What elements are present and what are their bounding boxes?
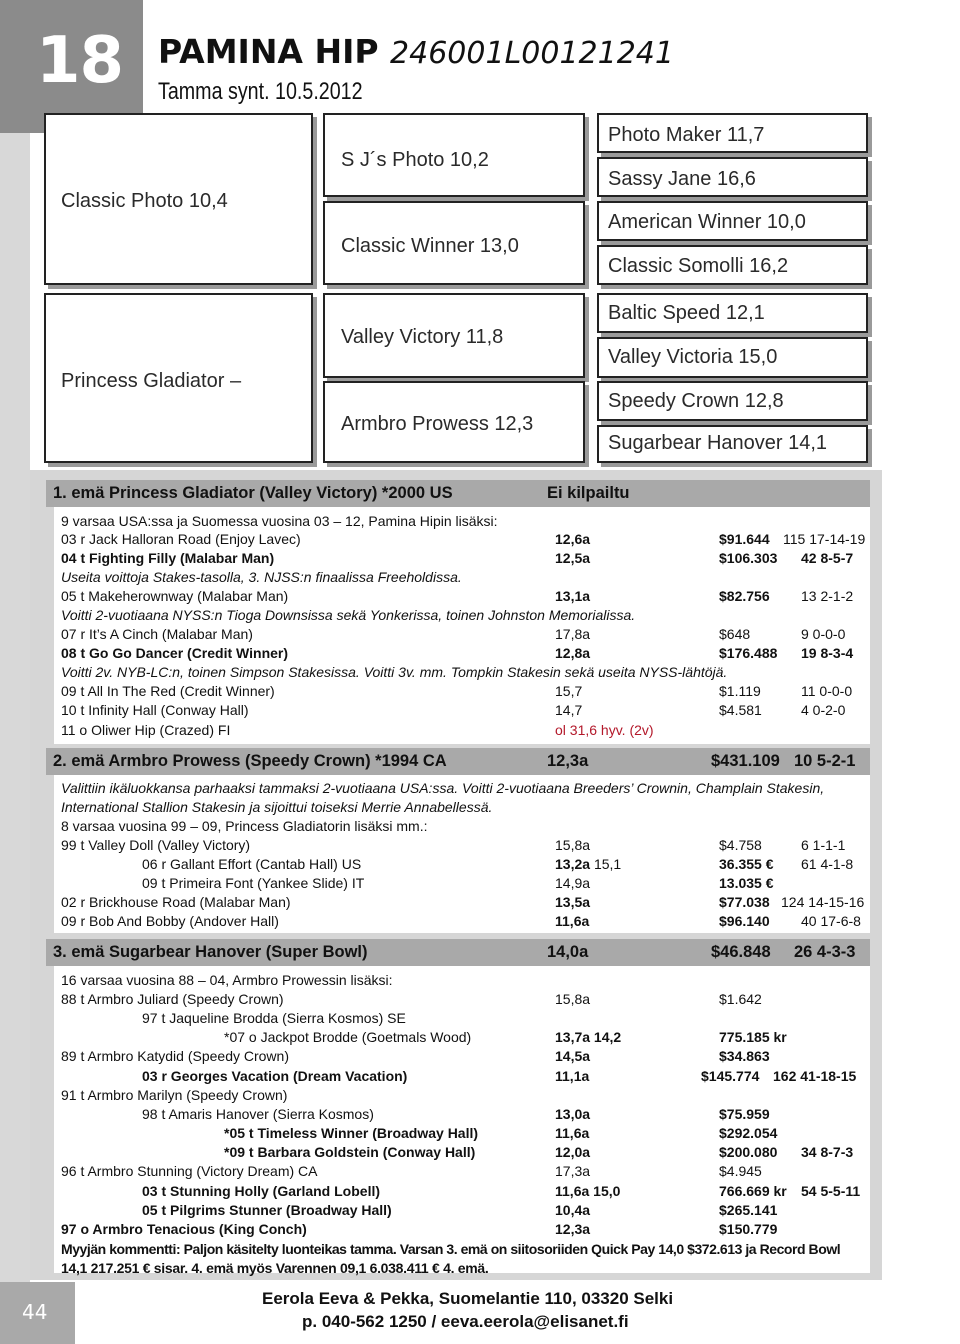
pedigree-ddd: Sugarbear Hanover 14,1 — [597, 425, 868, 463]
offspring-starts: 19 8-3-4 — [801, 645, 854, 661]
offspring-money: $106.303 — [719, 550, 778, 566]
pedigree-sdd: Classic Somolli 16,2 — [597, 245, 868, 285]
offspring-time: 17,3a — [555, 1163, 591, 1179]
pedigree-dam: Princess Gladiator – — [44, 293, 313, 463]
offspring-money: $75.959 — [719, 1106, 770, 1122]
offspring-name: 09 r Bob And Bobby (Andover Hall) — [61, 913, 279, 929]
offspring-starts: 54 5-5-11 — [801, 1183, 861, 1199]
catalogue-number: 18 — [36, 24, 124, 98]
left-margin-bar — [0, 0, 30, 1344]
dam3-intro: 16 varsaa vuosina 88 – 04, Armbro Prowessin lisäksi: — [61, 972, 393, 988]
pedigree-dds: Speedy Crown 12,8 — [597, 381, 868, 421]
birth-info: Tamma synt. 10.5.2012 — [158, 78, 363, 105]
offspring-name: 91 t Armbro Marilyn (Speedy Crown) — [61, 1087, 288, 1103]
offspring-time: 12,8a — [555, 645, 591, 661]
offspring-money: $292.054 — [719, 1125, 778, 1141]
dam1-intro: 9 varsaa USA:ssa ja Suomessa vuosina 03 – 12, Pamina Hipin lisäksi: — [61, 513, 498, 529]
offspring-time: 13,7a 14,2 — [555, 1029, 622, 1045]
offspring-name: 97 t Jaqueline Brodda (Sierra Kosmos) SE — [142, 1010, 406, 1026]
dam2-intro: 8 varsaa vuosina 99 – 09, Princess Gladiatorin lisäksi mm.: — [61, 818, 428, 834]
offspring-name: 05 t Pilgrims Stunner (Broadway Hall) — [142, 1202, 392, 1218]
offspring-time: 13,2a 15,1 — [555, 856, 622, 872]
pedigree-dsd: Valley Victoria 15,0 — [597, 337, 868, 378]
offspring-note: Useita voittoja Stakes-tasolla, 3. NJSS:n finaalissa Freeholdissa. — [61, 569, 462, 585]
dam2-starts: 10 5-2-1 — [794, 752, 856, 770]
offspring-money: $145.774 — [701, 1068, 760, 1084]
offspring-money: $96.140 — [719, 913, 770, 929]
seller-contact: p. 040-562 1250 / eeva.eerola@elisanet.fi — [302, 1312, 629, 1331]
offspring-starts: 9 0-0-0 — [801, 626, 846, 642]
offspring-time: ol 31,6 hyv. (2v) — [555, 722, 654, 738]
registration-number: 246001L00121241 — [390, 36, 674, 71]
horse-name: PAMINA HIP — [158, 32, 379, 71]
seller-address: Eerola Eeva & Pekka, Suomelantie 110, 03320 Selki — [262, 1289, 674, 1308]
dam2-note: Valittiin ikäluokkansa parhaaksi tammaksi 2-vuotiaana USA:ssa. Voitti 2-vuotiaana Breeders’ Crownin, Champlain Stakesin, — [61, 780, 825, 796]
offspring-name: 06 r Gallant Effort (Cantab Hall) US — [142, 856, 362, 872]
dam1-name: 1. emä Princess Gladiator (Valley Victory) *2000 US — [53, 484, 453, 502]
offspring-name: 02 r Brickhouse Road (Malabar Man) — [61, 894, 291, 910]
offspring-time: 11,6a — [555, 913, 590, 929]
pedigree-sire-dam: Classic Winner 13,0 — [323, 201, 585, 285]
offspring-name: *09 t Barbara Goldstein (Conway Hall) — [224, 1144, 476, 1160]
offspring-name: 07 r It’s A Cinch (Malabar Man) — [61, 626, 253, 642]
offspring-name: 08 t Go Go Dancer (Credit Winner) — [61, 645, 289, 661]
offspring-time: 14,5a — [555, 1048, 591, 1064]
offspring-name: 89 t Armbro Katydid (Speedy Crown) — [61, 1048, 289, 1064]
offspring-money: $4.758 — [719, 837, 762, 853]
offspring-starts: 4 0-2-0 — [801, 702, 846, 718]
offspring-name: 11 o Oliwer Hip (Crazed) FI — [61, 722, 231, 738]
offspring-starts: 42 8-5-7 — [801, 550, 854, 566]
offspring-money: 766.669 kr — [719, 1183, 787, 1199]
offspring-time: 13,1a — [555, 588, 591, 604]
offspring-money: $1.642 — [719, 991, 762, 1007]
offspring-money: 775.185 kr — [719, 1029, 787, 1045]
dam2-note: International Stallion Stakesin ja sijoittui toiseksi Merrie Annabellessä. — [61, 799, 493, 815]
offspring-money: $150.779 — [719, 1221, 778, 1237]
offspring-starts: 11 0-0-0 — [801, 683, 853, 699]
offspring-money: 36.355 € — [719, 856, 774, 872]
offspring-name: 99 t Valley Doll (Valley Victory) — [61, 837, 251, 853]
offspring-money: $1.119 — [719, 683, 761, 699]
offspring-starts: 34 8-7-3 — [801, 1144, 854, 1160]
page-number-box — [0, 1282, 75, 1344]
offspring-money: $4.945 — [719, 1163, 762, 1179]
offspring-name: 03 r Georges Vacation (Dream Vacation) — [142, 1068, 408, 1084]
dam2-name: 2. emä Armbro Prowess (Speedy Crown) *1994 CA — [53, 752, 447, 770]
seller-comment: 14,1 217.251 € sisar. 4. emä myös Varennen 09,1 6.038.411 € 4. emä. — [61, 1260, 489, 1276]
offspring-time: 15,8a — [555, 837, 591, 853]
dam1-record: Ei kilpailtu — [547, 484, 630, 502]
page-number: 44 — [22, 1300, 48, 1324]
offspring-time: 14,7 — [555, 702, 583, 718]
offspring-name: 10 t Infinity Hall (Conway Hall) — [61, 702, 249, 718]
offspring-money: $176.488 — [719, 645, 778, 661]
offspring-time: 13,0a — [555, 1106, 591, 1122]
offspring-name: 97 o Armbro Tenacious (King Conch) — [61, 1221, 307, 1237]
offspring-money: $77.038 — [719, 894, 770, 910]
offspring-money: $82.756 — [719, 588, 770, 604]
offspring-starts: 6 1-1-1 — [801, 837, 846, 853]
dam3-name: 3. emä Sugarbear Hanover (Super Bowl) — [53, 943, 368, 961]
offspring-starts: 40 17-6-8 — [801, 913, 861, 929]
offspring-name: *07 o Jackpot Brodde (Goetmals Wood) — [224, 1029, 472, 1045]
offspring-name: 03 t Stunning Holly (Garland Lobell) — [142, 1183, 381, 1199]
offspring-time: 12,6a — [555, 531, 591, 547]
offspring-time: 15,8a — [555, 991, 591, 1007]
offspring-time: 12,3a — [555, 1221, 591, 1237]
offspring-time: 17,8a — [555, 626, 591, 642]
offspring-note: Voitti 2v. NYB-LC:n, toinen Simpson Stakesissa. Voitti 3v. mm. Tompkin Stakesin sekä useita NYSS-lähtöjä. — [61, 664, 728, 680]
dam3-money: $46.848 — [711, 943, 771, 961]
offspring-time: 11,6a 15,0 — [555, 1183, 621, 1199]
seller-comment: Myyjän kommentti: Paljon käsitelty luonteikas tamma. Varsan 3. emä on siitosoriiden Quick Pay 14,0 $372.613 ja Record Bowl — [61, 1241, 841, 1257]
offspring-money: $34.863 — [719, 1048, 770, 1064]
offspring-name: 09 t All In The Red (Credit Winner) — [61, 683, 275, 699]
offspring-starts: 162 41-18-15 — [773, 1068, 857, 1084]
offspring-time: 15,7 — [555, 683, 583, 699]
offspring-time: 12,5a — [555, 550, 591, 566]
offspring-starts: 115 17-14-19 — [783, 531, 866, 547]
offspring-starts: 61 4-1-8 — [801, 856, 854, 872]
offspring-name: 04 t Fighting Filly (Malabar Man) — [61, 550, 275, 566]
offspring-money: $200.080 — [719, 1144, 778, 1160]
offspring-money: $91.644 — [719, 531, 770, 547]
pedigree-dss: Baltic Speed 12,1 — [597, 293, 868, 333]
pedigree-sire: Classic Photo 10,4 — [44, 113, 313, 285]
pedigree-sss: Photo Maker 11,7 — [597, 113, 868, 153]
pedigree-dam-dam: Armbro Prowess 12,3 — [323, 381, 585, 463]
dam2-money: $431.109 — [711, 752, 780, 770]
offspring-name: 98 t Amaris Hanover (Sierra Kosmos) — [142, 1106, 374, 1122]
horse-title — [158, 32, 674, 71]
offspring-time: 11,1a — [555, 1068, 590, 1084]
offspring-name: 05 t Makeherownway (Malabar Man) — [61, 588, 289, 604]
offspring-name: *05 t Timeless Winner (Broadway Hall) — [224, 1125, 479, 1141]
offspring-money: $648 — [719, 626, 751, 642]
offspring-money: $265.141 — [719, 1202, 778, 1218]
dam3-starts: 26 4-3-3 — [794, 943, 856, 961]
offspring-name: 03 r Jack Halloran Road (Enjoy Lavec) — [61, 531, 301, 547]
offspring-starts: 124 14-15-16 — [781, 894, 865, 910]
offspring-time: 13,5a — [555, 894, 591, 910]
offspring-name: 88 t Armbro Juliard (Speedy Crown) — [61, 991, 284, 1007]
offspring-time: 12,0a — [555, 1144, 591, 1160]
offspring-starts: 13 2-1-2 — [801, 588, 854, 604]
dam3-time: 14,0a — [547, 943, 589, 961]
pedigree-sds: American Winner 10,0 — [597, 201, 868, 241]
offspring-money: $4.581 — [719, 702, 762, 718]
offspring-note: Voitti 2-vuotiaana NYSS:n Tioga Downsissa sekä Yonkerissa, toinen Johnston Memorialissa. — [61, 607, 636, 623]
offspring-money: 13.035 € — [719, 875, 774, 891]
offspring-time: 11,6a — [555, 1125, 590, 1141]
offspring-name: 09 t Primeira Font (Yankee Slide) IT — [142, 875, 365, 891]
offspring-time: 10,4a — [555, 1202, 591, 1218]
pedigree-sire-sire: S J´s Photo 10,2 — [323, 113, 585, 197]
pedigree-dam-sire: Valley Victory 11,8 — [323, 293, 585, 378]
pedigree-ssd: Sassy Jane 16,6 — [597, 157, 868, 197]
offspring-time: 14,9a — [555, 875, 591, 891]
dam2-time: 12,3a — [547, 752, 589, 770]
offspring-name: 96 t Armbro Stunning (Victory Dream) CA — [61, 1163, 318, 1179]
